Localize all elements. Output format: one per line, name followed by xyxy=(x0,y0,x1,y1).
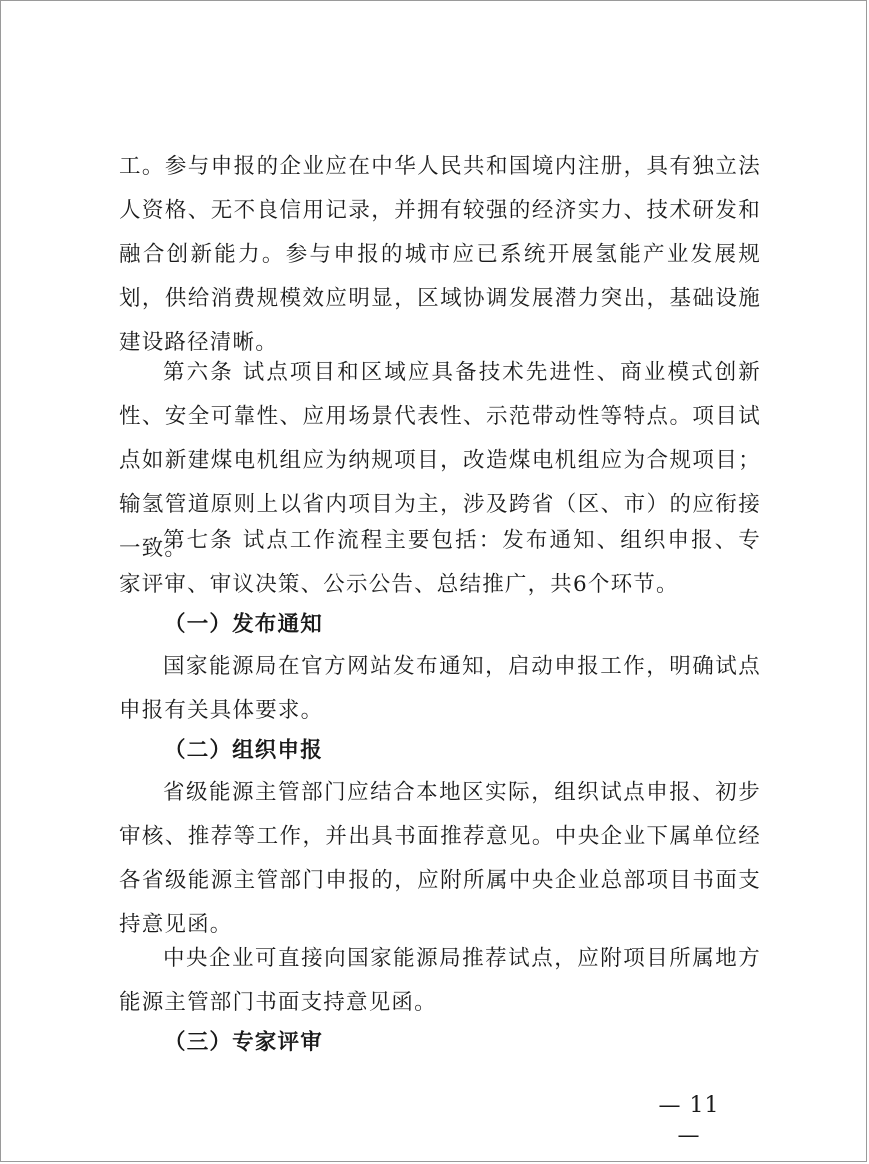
heading-publish-notice: （一）发布通知 xyxy=(164,612,323,637)
paragraph-eligibility-continued: 工。参与申报的企业应在中华人民共和国境内注册，具有独立法人资格、无不良信用记录，并拥有较强的经济实力、技术研发和融合创新能力。参与申报的城市应已系统开展氢能产业发展规划，供给消费规模效应明显，区域协调发展潜力突出，基础设施建设路径清晰。 xyxy=(119,154,761,355)
heading-expert-review: （三）专家评审 xyxy=(164,1030,323,1055)
heading-organize-application: （二）组织申报 xyxy=(164,738,323,763)
page-number: — 11 — xyxy=(658,1093,720,1148)
paragraph-article-7: 第七条 试点工作流程主要包括：发布通知、组织申报、专家评审、审议决策、公示公告、总结推广，共6个环节。 xyxy=(119,528,761,597)
paragraph-central-enterprise: 中央企业可直接向国家能源局推荐试点，应附项目所属地方能源主管部门书面支持意见函。 xyxy=(119,946,761,1015)
paragraph-publish-notice: 国家能源局在官方网站发布通知，启动申报工作，明确试点申报有关具体要求。 xyxy=(119,654,761,723)
paragraph-organize-application: 省级能源主管部门应结合本地区实际，组织试点申报、初步审核、推荐等工作，并出具书面推荐意见。中央企业下属单位经各省级能源主管部门申报的，应附所属中央企业总部项目书面支持意见函。 xyxy=(119,780,761,937)
paragraph-article-6: 第六条 试点项目和区域应具备技术先进性、商业模式创新性、安全可靠性、应用场景代表性、示范带动性等特点。项目试点如新建煤电机组应为纳规项目，改造煤电机组应为合规项目；输氢管道原则上以省内项目为主，涉及跨省（区、市）的应衔接一致。 xyxy=(119,360,761,561)
